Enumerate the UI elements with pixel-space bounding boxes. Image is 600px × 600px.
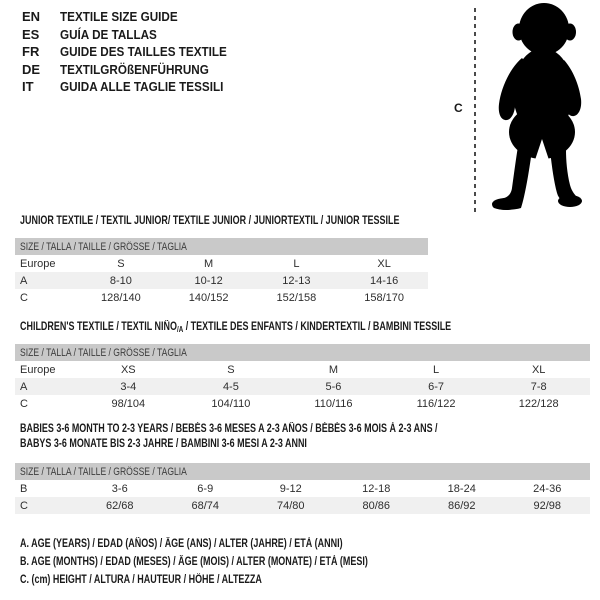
table-row bbox=[15, 395, 590, 412]
cell: 68/74 bbox=[191, 499, 220, 512]
size-header-text: SIZE / TALLA / TAILLE / GRÖSSE / TAGLIA bbox=[20, 346, 187, 359]
babies-table-title bbox=[20, 422, 555, 452]
cell: S bbox=[117, 257, 125, 270]
babies-table-title-line1: BABIES 3-6 MONTH TO 2-3 YEARS / BEBÉS 3-6 MESES A 2-3 AÑOS / BÉBÉS 3-6 MOIS À 2-3 ANS / bbox=[20, 423, 438, 435]
cell: 86/92 bbox=[447, 499, 476, 512]
cell: XL bbox=[377, 257, 391, 270]
babies-table-title-line2: BABYS 3-6 MONATE BIS 2-3 JAHRE / BAMBINI 3-6 MESI A 2-3 ANNI bbox=[20, 438, 307, 450]
language-code: EN bbox=[22, 9, 41, 24]
cell: 92/98 bbox=[533, 499, 562, 512]
cell: XL bbox=[531, 363, 546, 376]
language-row-de bbox=[22, 61, 245, 79]
cell: 4-5 bbox=[222, 380, 239, 393]
row-label: C bbox=[20, 499, 28, 512]
cell: 158/170 bbox=[364, 291, 404, 304]
cell: 140/152 bbox=[188, 291, 229, 304]
cell: 116/122 bbox=[416, 397, 456, 410]
cell: M bbox=[204, 257, 214, 270]
cell: 12-13 bbox=[282, 274, 311, 287]
cell: 9-12 bbox=[279, 482, 302, 495]
junior-table-title bbox=[20, 214, 506, 229]
footnote-a: A. AGE (YEARS) / EDAD (AÑOS) / ÂGE (ANS) / ALTER (JAHRE) / ETÀ (ANNI) bbox=[20, 538, 343, 550]
height-dashed-line bbox=[474, 8, 476, 212]
language-code: DE bbox=[22, 61, 41, 77]
footnote-b: B. AGE (MONTHS) / EDAD (MESES) / ÂGE (MOIS) / ALTER (MONATE) / ETÀ (MESI) bbox=[20, 556, 368, 568]
footnote-c: C. (cm) HEIGHT / ALTURA / HAUTEUR / HÖHE / ALTEZZA bbox=[20, 574, 262, 586]
language-row-fr bbox=[22, 43, 245, 61]
baby-figure bbox=[450, 0, 600, 216]
language-row-en bbox=[22, 8, 245, 26]
row-label: C bbox=[20, 291, 28, 304]
cell: 128/140 bbox=[100, 291, 141, 304]
language-list bbox=[22, 8, 245, 96]
height-measure-label: C bbox=[454, 101, 463, 115]
title-subscript: /A bbox=[176, 325, 184, 334]
baby-silhouette-icon bbox=[486, 2, 598, 212]
cell: 14-16 bbox=[370, 274, 399, 287]
cell: 98/104 bbox=[111, 397, 146, 410]
cell: 74/80 bbox=[276, 499, 305, 512]
cell: 152/158 bbox=[276, 291, 317, 304]
size-header-bar bbox=[15, 344, 590, 361]
cell: 110/116 bbox=[314, 397, 353, 410]
cell: 62/68 bbox=[105, 499, 134, 512]
row-label: Europe bbox=[20, 257, 56, 270]
language-title: GUIDE DES TAILLES TEXTILE bbox=[60, 44, 227, 59]
language-row-it bbox=[22, 78, 245, 96]
table-row bbox=[15, 378, 590, 395]
table-row bbox=[15, 289, 428, 306]
cell: 122/128 bbox=[518, 397, 559, 410]
cell: 6-9 bbox=[197, 482, 214, 495]
row-label: B bbox=[20, 482, 28, 495]
row-label: A bbox=[20, 380, 28, 393]
size-header-bar bbox=[15, 238, 428, 255]
cell: L bbox=[293, 257, 300, 270]
cell: 104/110 bbox=[211, 397, 251, 410]
table-row bbox=[15, 255, 428, 272]
cell: 24-36 bbox=[533, 482, 562, 495]
row-label: Europe bbox=[20, 363, 56, 376]
language-code: ES bbox=[22, 26, 40, 42]
row-label: A bbox=[20, 274, 28, 287]
language-title: GUÍA DE TALLAS bbox=[60, 26, 157, 42]
language-title: TEXTILGRÖßENFÜHRUNG bbox=[60, 61, 209, 77]
size-header-text: SIZE / TALLA / TAILLE / GRÖSSE / TAGLIA bbox=[20, 465, 187, 478]
table-row bbox=[15, 272, 428, 289]
title-part: / TEXTILE DES ENFANTS / KINDERTEXTIL / BAMBINI TESSILE bbox=[183, 321, 452, 333]
language-title: GUIDA ALLE TAGLIE TESSILI bbox=[60, 79, 224, 94]
size-header-bar bbox=[15, 463, 590, 480]
cell: 18-24 bbox=[447, 482, 476, 495]
junior-size-table bbox=[15, 238, 428, 306]
children-size-table bbox=[15, 344, 590, 412]
cell: M bbox=[328, 363, 339, 376]
cell: 12-18 bbox=[362, 482, 391, 495]
cell: S bbox=[227, 363, 235, 376]
children-table-title-text bbox=[20, 320, 451, 337]
footnotes bbox=[20, 535, 466, 589]
cell: 7-8 bbox=[530, 380, 547, 393]
cell: 6-7 bbox=[428, 380, 445, 393]
children-table-title bbox=[20, 320, 573, 337]
cell: 10-12 bbox=[194, 274, 223, 287]
language-row-es bbox=[22, 26, 245, 44]
language-title: TEXTILE SIZE GUIDE bbox=[60, 9, 178, 24]
cell: L bbox=[433, 363, 440, 376]
cell: 8-10 bbox=[109, 274, 132, 287]
cell: 80/86 bbox=[362, 499, 391, 512]
cell: 3-4 bbox=[120, 380, 137, 393]
language-code: FR bbox=[22, 44, 40, 59]
size-header-text: SIZE / TALLA / TAILLE / GRÖSSE / TAGLIA bbox=[20, 240, 187, 253]
language-code: IT bbox=[22, 79, 34, 94]
title-part: CHILDREN'S TEXTILE / TEXTIL NIÑO bbox=[20, 321, 177, 333]
cell: 3-6 bbox=[111, 482, 128, 495]
babies-size-table bbox=[15, 463, 590, 514]
cell: 5-6 bbox=[325, 380, 342, 393]
table-row bbox=[15, 361, 590, 378]
cell: XS bbox=[120, 363, 136, 376]
row-label: C bbox=[20, 397, 28, 410]
junior-table-title-text: JUNIOR TEXTILE / TEXTIL JUNIOR/ TEXTILE JUNIOR / JUNIORTEXTIL / JUNIOR TESSILE bbox=[20, 215, 400, 227]
table-row bbox=[15, 480, 590, 497]
table-row bbox=[15, 497, 590, 514]
